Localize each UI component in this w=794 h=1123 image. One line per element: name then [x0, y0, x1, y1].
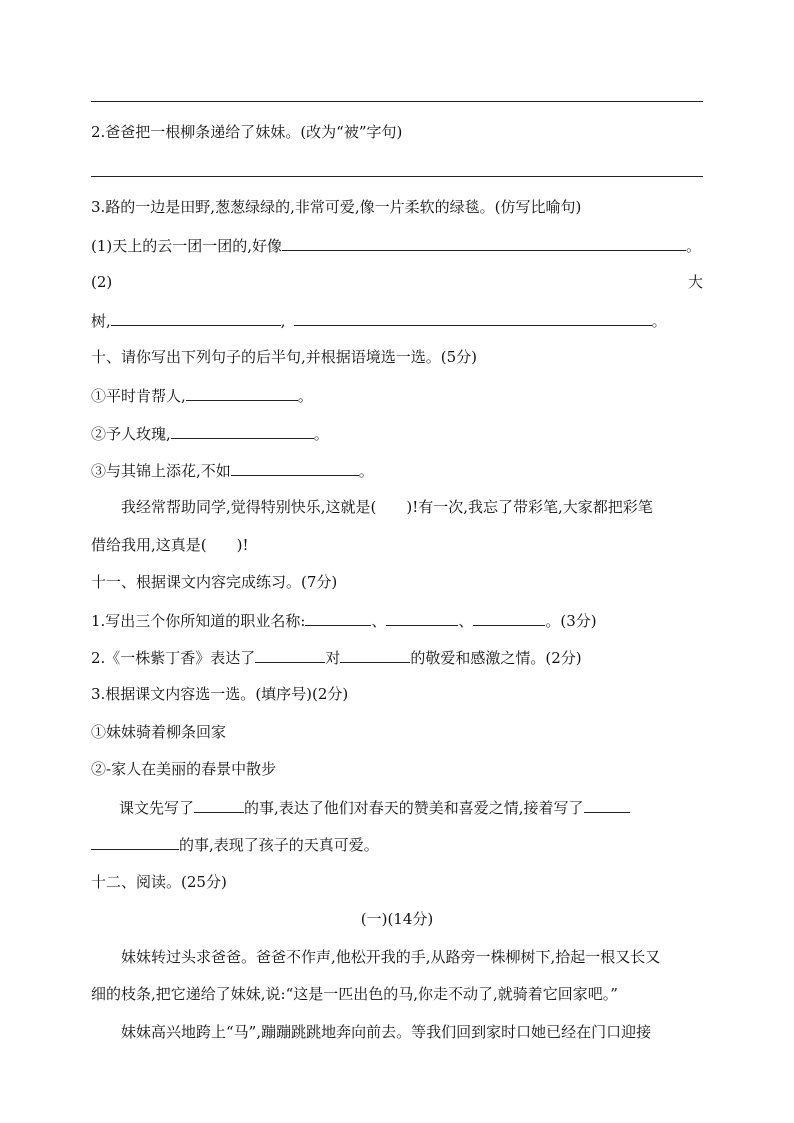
punct: 。	[358, 462, 374, 480]
q11-para1-b: 的事,表达了他们对春天的赞美和喜爱之情,接着写了	[244, 799, 584, 817]
reading-p2-line-1: 妹妹高兴地跨上“马”,蹦蹦跳跳地奔向前去。等我们回到家时口她已经在门口迎接	[121, 1023, 652, 1041]
q10-s1-prefix: ①平时肯帮人,	[91, 387, 186, 405]
punct: 。	[297, 387, 313, 405]
q9-item-2: 2.爸爸把一根柳条递给了妹妹。(改为“被”字句)	[91, 123, 403, 141]
q11-para1-a: 课文先写了	[119, 799, 195, 817]
q9-sub-1-prefix: (1)天上的云一团一团的,好像	[91, 237, 283, 255]
blank[interactable]	[171, 423, 314, 439]
q11-item-1	[91, 610, 703, 631]
q11-i2-suffix: 的敬爱和感激之情。(2分)	[410, 649, 582, 667]
q10-sentence-1	[91, 385, 703, 406]
q10-sentence-2	[91, 423, 703, 444]
q10-s3-prefix: ③与其锦上添花,不如	[91, 462, 231, 480]
punct: 。	[313, 425, 329, 443]
blank[interactable]	[255, 647, 325, 663]
reading-p1-line-2: 细的枝条,把它递给了妹妹,说:“这是一匹出色的马,你走不动了,就骑着它回家吧。”	[91, 985, 618, 1003]
blank[interactable]	[231, 460, 359, 476]
q11-option-2: ②-家人在美丽的春景中散步	[91, 760, 277, 778]
answer-line[interactable]	[91, 101, 703, 102]
blank[interactable]	[282, 235, 686, 251]
blank[interactable]	[294, 310, 652, 326]
blank[interactable]	[186, 385, 298, 401]
q11-option-1: ①妹妹骑着柳条回家	[91, 723, 227, 741]
blank[interactable]	[305, 610, 371, 626]
q9-sub-2-cont	[91, 310, 703, 331]
q10-paragraph-line-1: 我经常帮助同学,觉得特别快乐,这就是( )!有一次,我忘了带彩笔,大家都把彩笔	[121, 498, 653, 516]
q9-sub-2-label: (2)	[91, 273, 113, 291]
q9-sub-2-word: 树,	[91, 312, 111, 330]
q11-para2-b: 的事,表现了孩子的天真可爱。	[179, 836, 379, 854]
q9-sub-1	[91, 235, 703, 256]
q11-i2-mid: 对	[325, 649, 341, 667]
reading-p1-line-1: 妹妹转过头求爸爸。爸爸不作声,他松开我的手,从路旁一株柳树下,拾起一根又长又	[121, 948, 661, 966]
blank[interactable]	[194, 797, 244, 813]
q12-heading: 十二、阅读。(25分)	[91, 873, 227, 891]
q11-i2-prefix: 2.《一株紫丁香》表达了	[91, 649, 256, 667]
q11-i1-suffix: 。(3分)	[545, 612, 597, 630]
punct: ,	[280, 312, 286, 330]
q9-item-3: 3.路的一边是田野,葱葱绿绿的,非常可爱,像一片柔软的绿毯。(仿写比喻句)	[91, 198, 582, 216]
q10-s2-prefix: ②予人玫瑰,	[91, 425, 171, 443]
q11-i1-prefix: 1.写出三个你所知道的职业名称:	[91, 612, 306, 630]
blank[interactable]	[473, 610, 545, 626]
blank[interactable]	[386, 610, 458, 626]
q11-item-2	[91, 647, 703, 668]
q12-subsection-title: (一)(14分)	[360, 910, 434, 928]
q11-heading: 十一、根据课文内容完成练习。(7分)	[91, 573, 338, 591]
blank[interactable]	[340, 647, 410, 663]
punct: 。	[651, 312, 667, 330]
blank[interactable]	[584, 797, 630, 813]
q10-paragraph-line-2: 借给我用,这真是( )!	[91, 536, 249, 554]
answer-line[interactable]	[91, 176, 703, 177]
punct: 。	[686, 237, 702, 255]
q9-sub-2-right: 大	[687, 273, 703, 291]
blank[interactable]	[111, 310, 281, 326]
q11-paragraph-line-1	[91, 797, 703, 818]
q10-heading: 十、请你写出下列句子的后半句,并根据语境选一选。(5分)	[91, 348, 478, 366]
separator: 、	[458, 612, 474, 630]
blank[interactable]	[91, 834, 179, 850]
q11-item-3: 3.根据课文内容选一选。(填序号)(2分)	[91, 685, 349, 703]
q11-paragraph-line-2	[91, 834, 703, 855]
separator: 、	[371, 612, 387, 630]
q10-sentence-3	[91, 460, 703, 481]
